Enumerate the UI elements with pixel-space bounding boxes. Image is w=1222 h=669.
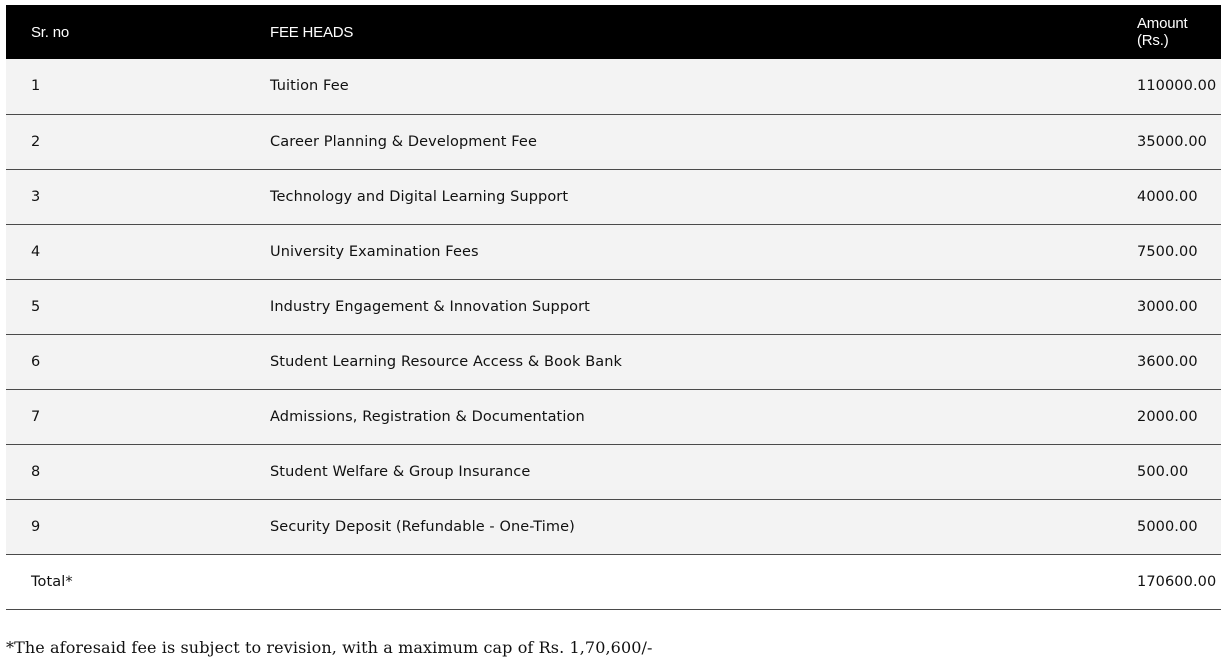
row-fee-head: Admissions, Registration & Documentation — [270, 408, 585, 425]
total-label: Total* — [31, 573, 73, 590]
row-amount: 2000.00 — [1137, 408, 1198, 425]
table-row — [6, 334, 1221, 389]
fee-table — [6, 5, 1221, 610]
table-row — [6, 59, 1221, 114]
row-sr-no: 1 — [31, 78, 41, 95]
row-amount: 35000.00 — [1137, 133, 1207, 150]
header-sr-no: Sr. no — [31, 23, 69, 41]
row-sr-no: 5 — [31, 298, 41, 315]
row-fee-head: Tuition Fee — [270, 78, 349, 95]
row-fee-head: Student Welfare & Group Insurance — [270, 463, 531, 480]
row-amount: 5000.00 — [1137, 518, 1198, 535]
row-fee-head: Industry Engagement & Innovation Support — [270, 298, 590, 315]
footnote: *The aforesaid fee is subject to revision, with a maximum cap of Rs. 1,70,600/- — [6, 638, 653, 657]
row-sr-no: 3 — [31, 188, 41, 205]
row-amount: 500.00 — [1137, 463, 1189, 480]
table-row — [6, 444, 1221, 499]
table-row — [6, 114, 1221, 169]
row-amount: 3600.00 — [1137, 353, 1198, 370]
table-row — [6, 499, 1221, 554]
row-amount: 7500.00 — [1137, 243, 1198, 260]
row-sr-no: 7 — [31, 408, 41, 425]
row-fee-head: University Examination Fees — [270, 243, 479, 260]
total-empty-cell — [270, 554, 1137, 609]
table-row — [6, 279, 1221, 334]
table-row — [6, 169, 1221, 224]
row-sr-no: 2 — [31, 133, 41, 150]
total-row — [6, 554, 1221, 609]
table-row — [6, 389, 1221, 444]
row-fee-head: Career Planning & Development Fee — [270, 133, 537, 150]
row-fee-head: Technology and Digital Learning Support — [270, 188, 569, 205]
row-sr-no: 8 — [31, 463, 41, 480]
row-amount: 110000.00 — [1137, 78, 1217, 95]
row-amount: 4000.00 — [1137, 188, 1198, 205]
table-row — [6, 224, 1221, 279]
header-amount: Amount (Rs.) — [1137, 15, 1188, 49]
header-fee-heads: FEE HEADS — [270, 23, 354, 41]
row-fee-head: Student Learning Resource Access & Book Bank — [270, 353, 623, 370]
table-header-row — [6, 5, 1221, 59]
row-fee-head: Security Deposit (Refundable - One-Time) — [270, 518, 575, 535]
total-amount: 170600.00 — [1137, 573, 1217, 590]
row-amount: 3000.00 — [1137, 298, 1198, 315]
row-sr-no: 6 — [31, 353, 41, 370]
row-sr-no: 9 — [31, 518, 41, 535]
row-sr-no: 4 — [31, 243, 41, 260]
